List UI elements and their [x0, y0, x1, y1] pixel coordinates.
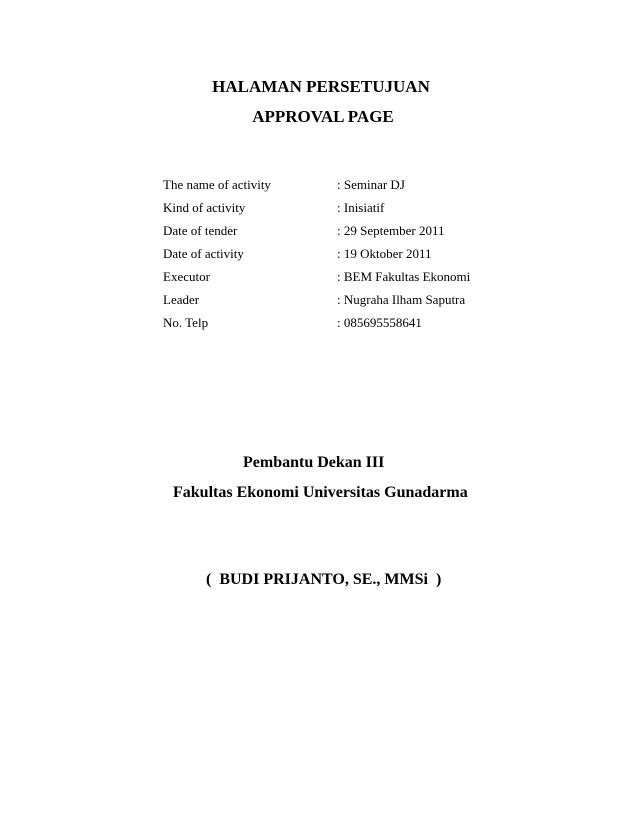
- detail-label: Kind of activity: [163, 199, 246, 215]
- detail-row-executor: [163, 265, 523, 288]
- page-subtitle: APPROVAL PAGE: [252, 107, 394, 126]
- detail-label: No. Telp: [163, 314, 209, 330]
- detail-value: : 085695558641: [337, 314, 422, 330]
- detail-value: : 29 September 2011: [337, 222, 445, 238]
- detail-row-activity-date: [163, 242, 523, 265]
- detail-row-activity-name: [163, 173, 523, 196]
- detail-row-leader: [163, 288, 523, 311]
- detail-label: Date of activity: [163, 245, 244, 261]
- page-title: HALAMAN PERSETUJUAN: [212, 77, 430, 96]
- activity-details: [163, 173, 523, 334]
- signatory-position: Pembantu Dekan III: [243, 454, 385, 471]
- detail-row-activity-kind: [163, 196, 523, 219]
- detail-row-phone: [163, 311, 523, 334]
- detail-label: Date of tender: [163, 222, 238, 238]
- detail-value: : Seminar DJ: [337, 176, 405, 192]
- signatory-organization: Fakultas Ekonomi Universitas Gunadarma: [173, 484, 468, 501]
- detail-label: Executor: [163, 268, 210, 284]
- detail-value: : Inisiatif: [337, 199, 385, 215]
- detail-label: Leader: [163, 291, 200, 307]
- detail-label: The name of activity: [163, 176, 271, 192]
- detail-row-tender-date: [163, 219, 523, 242]
- signatory-name: ( BUDI PRIJANTO, SE., MMSi ): [206, 571, 442, 588]
- detail-value: : Nugraha Ilham Saputra: [337, 291, 466, 307]
- detail-value: : 19 Oktober 2011: [337, 245, 432, 261]
- detail-value: : BEM Fakultas Ekonomi: [337, 268, 471, 284]
